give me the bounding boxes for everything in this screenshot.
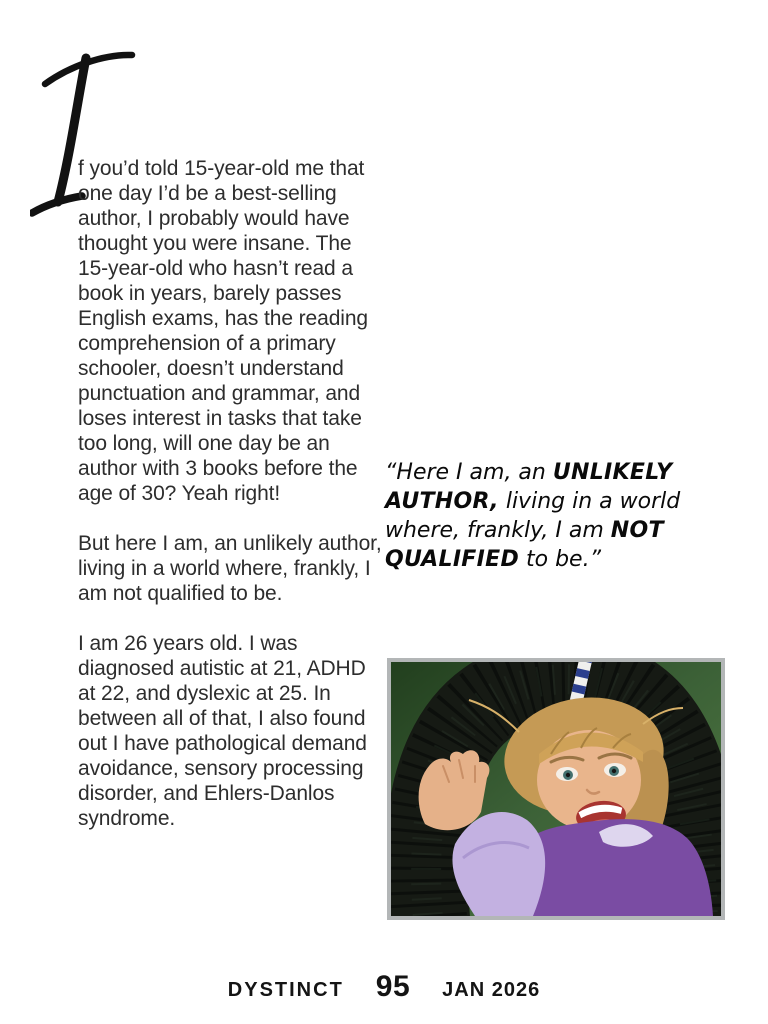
child-photo [387, 658, 725, 920]
pull-quote [385, 458, 727, 574]
page-number: 95 [375, 970, 411, 1003]
article-paragraph-3: I am 26 years old. I was diagnosed autistic at 21, ADHD at 22, and dyslexic at 25. In between all of that, I also found out I have pathological demand avoidance, sensory processing disorder, and Ehlers-Danlos syndrome. [78, 632, 367, 830]
quote-segment-emphasis: NOT QUALIFIED [385, 518, 664, 572]
quote-segment: “Here I am, an [385, 460, 553, 485]
article-paragraph-1: f you’d told 15-year-old me that one day I’d be a best-selling author, I probably would have thought you were insane. The 15-year-old who hasn’t read a book in years, barely passes English exams, has the reading comprehension of a primary schooler, doesn’t understand punctuation and grammar, and loses interest in tasks that take too long, will one day be an author with 3 books before the age of 30? Yeah right! [78, 157, 369, 505]
issue-date: JAN 2026 [442, 979, 541, 1001]
quote-segment-emphasis: UNLIKELY AUTHOR, [385, 460, 673, 514]
photo-illustration [391, 662, 721, 916]
quote-segment: to be.” [519, 547, 601, 572]
page-footer [0, 970, 768, 1004]
article-body [78, 156, 383, 856]
quote-segment: living in a world where, frankly, I am [385, 489, 681, 543]
article-paragraph-2: But here I am, an unlikely author, living in a world where, frankly, I am not qualified to be. [78, 532, 382, 605]
magazine-title: DYSTINCT [227, 979, 344, 1001]
